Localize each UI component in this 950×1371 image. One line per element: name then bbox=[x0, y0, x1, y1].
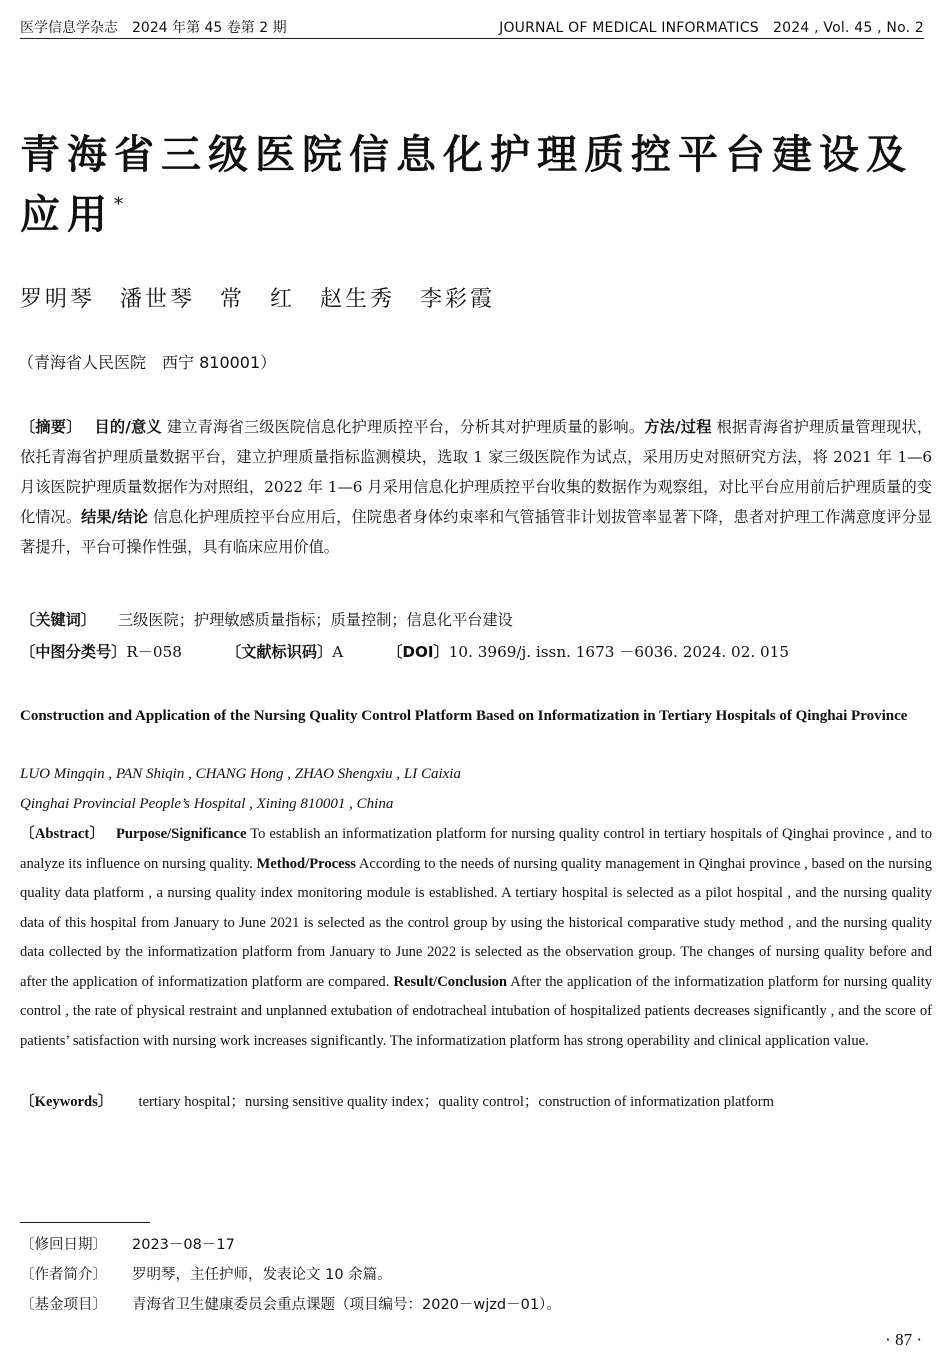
keywords-en bbox=[20, 1088, 932, 1117]
abstract-label: 〔摘要〕 bbox=[20, 418, 74, 436]
method-en-text: According to the needs of nursing quality management in Qinghai province , based on the nursing quality data platform , a nursing quality index monitoring module is established. A tertiary hospital is selected as a pilot hospital , and the nursing quality data of this hospital from January to June 2021 is selected as the control group by using the historical comparative study method , and the nursing quality data collected by the informatization platform from January to June 2022 is selected as the observation group. The changes of nursing quality before and after the application of informatization platform are compared. bbox=[20, 855, 933, 990]
english-authors: LUO Mingqin , PAN Shiqin , CHANG Hong , ZHAO Shengxiu , LI Caixia bbox=[20, 766, 461, 782]
title-footnote-mark: * bbox=[114, 194, 123, 215]
doc-code-value: A bbox=[332, 643, 344, 661]
footnote-divider bbox=[20, 1222, 150, 1223]
clc-value: R－058 bbox=[126, 643, 182, 661]
running-header bbox=[20, 18, 924, 39]
doi-label: 〔DOI〕 bbox=[387, 643, 449, 661]
result-text: 信息化护理质控平台应用后，住院患者身体约束率和气管插管非计划拔管率显著下降，患者对护理工作满意度评分显著提升，平台可操作性强，具有临床应用价值。 bbox=[20, 508, 932, 556]
footnote-author-bio: 〔作者简介〕 罗明琴，主任护师，发表论文 10 余篇。 bbox=[20, 1267, 392, 1283]
clc-label: 〔中图分类号〕 bbox=[20, 643, 127, 661]
result-en-label: Result/Conclusion bbox=[393, 973, 507, 990]
purpose-en-label: Purpose/Significance bbox=[115, 826, 247, 842]
journal-name-cn: 医学信息学杂志 2024 年第 45 卷第 2 期 bbox=[20, 20, 287, 36]
purpose-label: 目的/意义 bbox=[94, 418, 162, 436]
purpose-en-text: To establish an informatization platform for nursing quality control in tertiary hospitals of Qinghai province , and to analyze its influence on nursing quality. bbox=[20, 826, 933, 872]
abstract-en bbox=[20, 820, 932, 1056]
result-label: 结果/结论 bbox=[81, 508, 148, 526]
abstract-cn bbox=[20, 412, 932, 562]
result-en-text: After the application of the informatization platform for nursing quality control , the rate of physical restraint and unplanned extubation of endotracheal intubation of hospitalized patients decreases significantly , and the score of patients’ satisfaction with nursing work increases significantly. The informatization platform has strong operability and clinical application value. bbox=[20, 973, 933, 1049]
english-affiliation: Qinghai Provincial People’s Hospital , Xining 810001 , China bbox=[20, 796, 394, 812]
keywords-label: 〔关键词〕 bbox=[20, 611, 96, 629]
method-text: 根据青海省护理质量管理现状，依托青海省护理质量数据平台，建立护理质量指标监测模块，选取 1 家三级医院作为试点，采用历史对照研究方法，将 2021 年 1—6 月该医院护理质量数据作为对照组，2022 年 1—6 月采用信息化护理质控平台收集的数据作为观察组，对比平台应用前后护理质量的变化情况。 bbox=[20, 418, 933, 526]
english-title: Construction and Application of the Nursing Quality Control Platform Based on Informatization in Tertiary Hospitals of Qinghai Province bbox=[20, 708, 908, 724]
footnote-revised-date: 〔修回日期〕 2023－08－17 bbox=[20, 1237, 235, 1253]
keywords-en-text: tertiary hospital；nursing sensitive quality index；quality control；construction of informatization platform bbox=[138, 1094, 774, 1110]
footnote-funding: 〔基金项目〕 青海省卫生健康委员会重点课题（项目编号：2020－wjzd－01）。 bbox=[20, 1297, 561, 1313]
doi-value: 10. 3969/j. issn. 1673 －6036. 2024. 02. 015 bbox=[448, 643, 790, 661]
affiliation-cn: （青海省人民医院 西宁 810001） bbox=[18, 353, 277, 372]
keywords-text: 三级医院；护理敏感质量指标；质量控制；信息化平台建设 bbox=[117, 611, 513, 629]
classification-line bbox=[20, 637, 932, 667]
journal-name-en: JOURNAL OF MEDICAL INFORMATICS 2024 , Vol. 45 , No. 2 bbox=[499, 20, 924, 36]
paper-title: 青海省三级医院信息化护理质控平台建设及应用* bbox=[20, 131, 913, 238]
page-number: · 87 · bbox=[885, 1330, 922, 1349]
keywords-en-label: 〔Keywords〕 bbox=[20, 1094, 113, 1110]
abstract-en-label: 〔Abstract〕 bbox=[20, 826, 98, 842]
method-label: 方法/过程 bbox=[644, 418, 712, 436]
method-en-label: Method/Process bbox=[256, 855, 356, 872]
keywords-cn bbox=[20, 605, 932, 635]
purpose-text: 建立青海省三级医院信息化护理质控平台，分析其对护理质量的影响。 bbox=[166, 418, 645, 436]
authors-cn: 罗明琴 潘世琴 常 红 赵生秀 李彩霞 bbox=[20, 287, 496, 312]
doc-code-label: 〔文献标识码〕 bbox=[225, 643, 333, 661]
